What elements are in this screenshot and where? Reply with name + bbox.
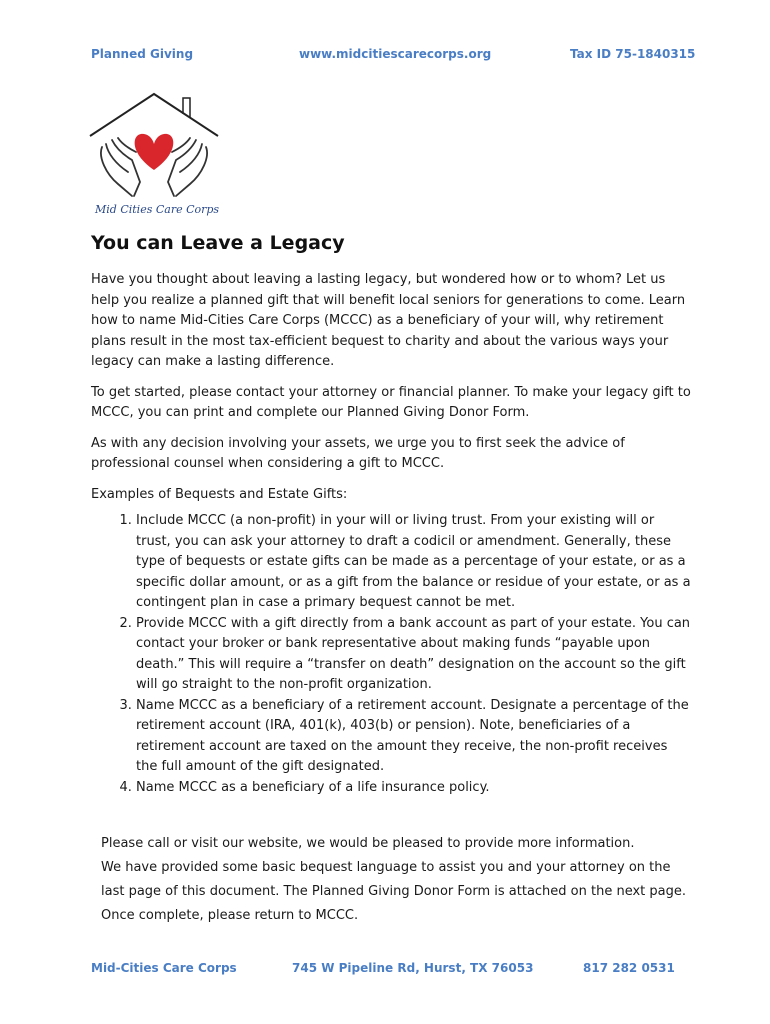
- page-title: You can Leave a Legacy: [91, 232, 345, 254]
- footer-org-name: Mid-Cities Care Corps: [91, 961, 237, 975]
- list-item: 4. Name MCCC as a beneficiary of a life insurance policy.: [136, 778, 691, 799]
- closing-section: [101, 832, 701, 928]
- list-item: 1. Include MCCC (a non-profit) in your will or living trust. From your existing will or trust, you can ask your attorney to draft a codicil or amendment. Generally, these type of bequests or estate gifts can be made as a percentage of your estate, or as a specific dollar amount, or as a gift from the balance or residue of your estate, or as a contingent plan in case a primary bequest cannot be met.: [136, 511, 691, 614]
- list-item: 3. Name MCCC as a beneficiary of a retirement account. Designate a percentage of the retirement account (IRA, 401(k), 403(b) or pension). Note, beneficiaries of a retirement account are taxed on the amount they receive, the non-profit receives the full amount of the gift designated.: [136, 696, 691, 778]
- main-content: [91, 270, 691, 798]
- closing-line: Once complete, please return to MCCC.: [101, 908, 359, 923]
- house-hands-heart-icon: [88, 92, 228, 207]
- intro-paragraph: Have you thought about leaving a lasting legacy, but wondered how or to whom? Let us help you realize a planned gift that will benefit local seniors for generations to come. Learn how to name Mid-Cities Care Corps (MCCC) as a beneficiary of your will, why retirement plans result in the most tax-efficient bequest to charity and about the various ways your legacy can make a lasting difference.: [91, 272, 686, 369]
- advice-paragraph: As with any decision involving your assets, we urge you to first seek the advice of professional counsel when considering a gift to MCCC.: [91, 435, 625, 471]
- header-website-link[interactable]: www.midcitiescarecorps.org: [299, 47, 492, 61]
- closing-line: last page of this document. The Planned Giving Donor Form is attached on the next page.: [101, 884, 687, 899]
- logo-caption: Mid Cities Care Corps: [95, 203, 220, 216]
- closing-line: We have provided some basic bequest language to assist you and your attorney on the: [101, 860, 671, 875]
- footer-phone: 817 282 0531: [583, 961, 675, 975]
- header-left-text: Planned Giving: [91, 47, 194, 61]
- heart-icon: [135, 134, 174, 170]
- header-tax-id: Tax ID 75-1840315: [570, 47, 696, 61]
- list-item: 2. Provide MCCC with a gift directly from a bank account as part of your estate. You can contact your broker or bank representative about making funds “payable upon death.” This will require a “transfer on death” designation on the account so the gift will go straight to the non-profit organization.: [136, 614, 691, 696]
- closing-line: Please call or visit our website, we would be pleased to provide more information.: [101, 836, 635, 851]
- footer-address: 745 W Pipeline Rd, Hurst, TX 76053: [292, 961, 534, 975]
- bequest-examples-list: [91, 511, 691, 798]
- examples-heading: Examples of Bequests and Estate Gifts:: [91, 486, 348, 502]
- get-started-paragraph: To get started, please contact your attorney or financial planner. To make your legacy gift to MCCC, you can print and complete our Planned Giving Donor Form.: [91, 384, 691, 420]
